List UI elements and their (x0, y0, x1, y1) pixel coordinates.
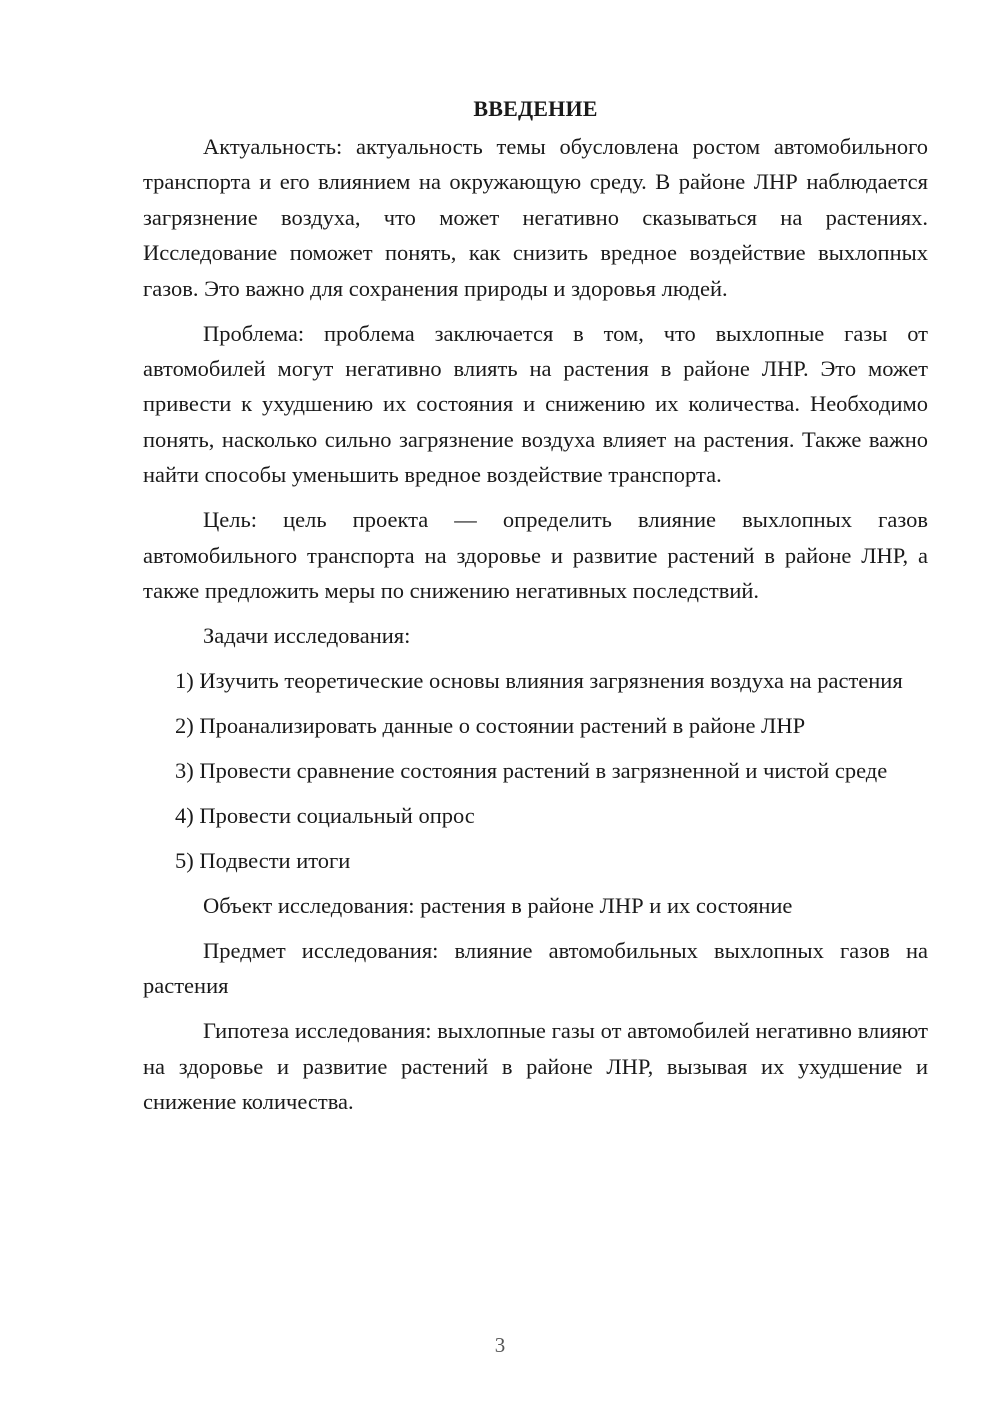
page-title: ВВЕДЕНИЕ (473, 96, 598, 121)
task-item-1: 1) Изучить теоретические основы влияния загрязнения воздуха на растения (175, 668, 903, 694)
paragraph-hypothesis: Гипотеза исследования: выхлопные газы от автомобилей негативно влияют на здоровье и развитие растений в районе ЛНР, вызывая их ухудшение и снижение количества. (143, 1018, 928, 1115)
page-number: 3 (494, 1333, 506, 1357)
paragraph-relevance: Актуальность: актуальность темы обусловлена ростом автомобильного транспорта и его влиянием на окружающую среду. В районе ЛНР наблюдается загрязнение воздуха, что может негативно сказываться на растениях. Исследование поможет понять, как снизить вредное воздействие выхлопных газов. Это важно для сохранения природы и здоровья людей. (143, 134, 928, 301)
task-item-3: 3) Провести сравнение состояния растений в загрязненной и чистой среде (175, 758, 888, 784)
tasks-title: Задачи исследования: (203, 623, 411, 649)
task-item-4: 4) Провести социальный опрос (175, 803, 475, 829)
paragraph-goal: Цель: цель проекта — определить влияние выхлопных газов автомобильного транспорта на здоровье и развитие растений в районе ЛНР, а также предложить меры по снижению негативных последствий. (143, 507, 928, 604)
task-item-5: 5) Подвести итоги (175, 848, 351, 874)
paragraph-subject: Предмет исследования: влияние автомобильных выхлопных газов на растения (143, 938, 928, 999)
paragraph-problem: Проблема: проблема заключается в том, что выхлопные газы от автомобилей могут негативно влиять на растения в районе ЛНР. Это может привести к ухудшению их состояния и снижению их количества. Необходимо понять, насколько сильно загрязнение воздуха влияет на растения. Также важно найти способы уменьшить вредное воздействие транспорта. (143, 320, 928, 488)
document-page (143, 93, 928, 1129)
task-item-2: 2) Проанализировать данные о состоянии растений в районе ЛНР (175, 713, 806, 739)
paragraph-object: Объект исследования: растения в районе ЛНР и их состояние (203, 893, 793, 919)
